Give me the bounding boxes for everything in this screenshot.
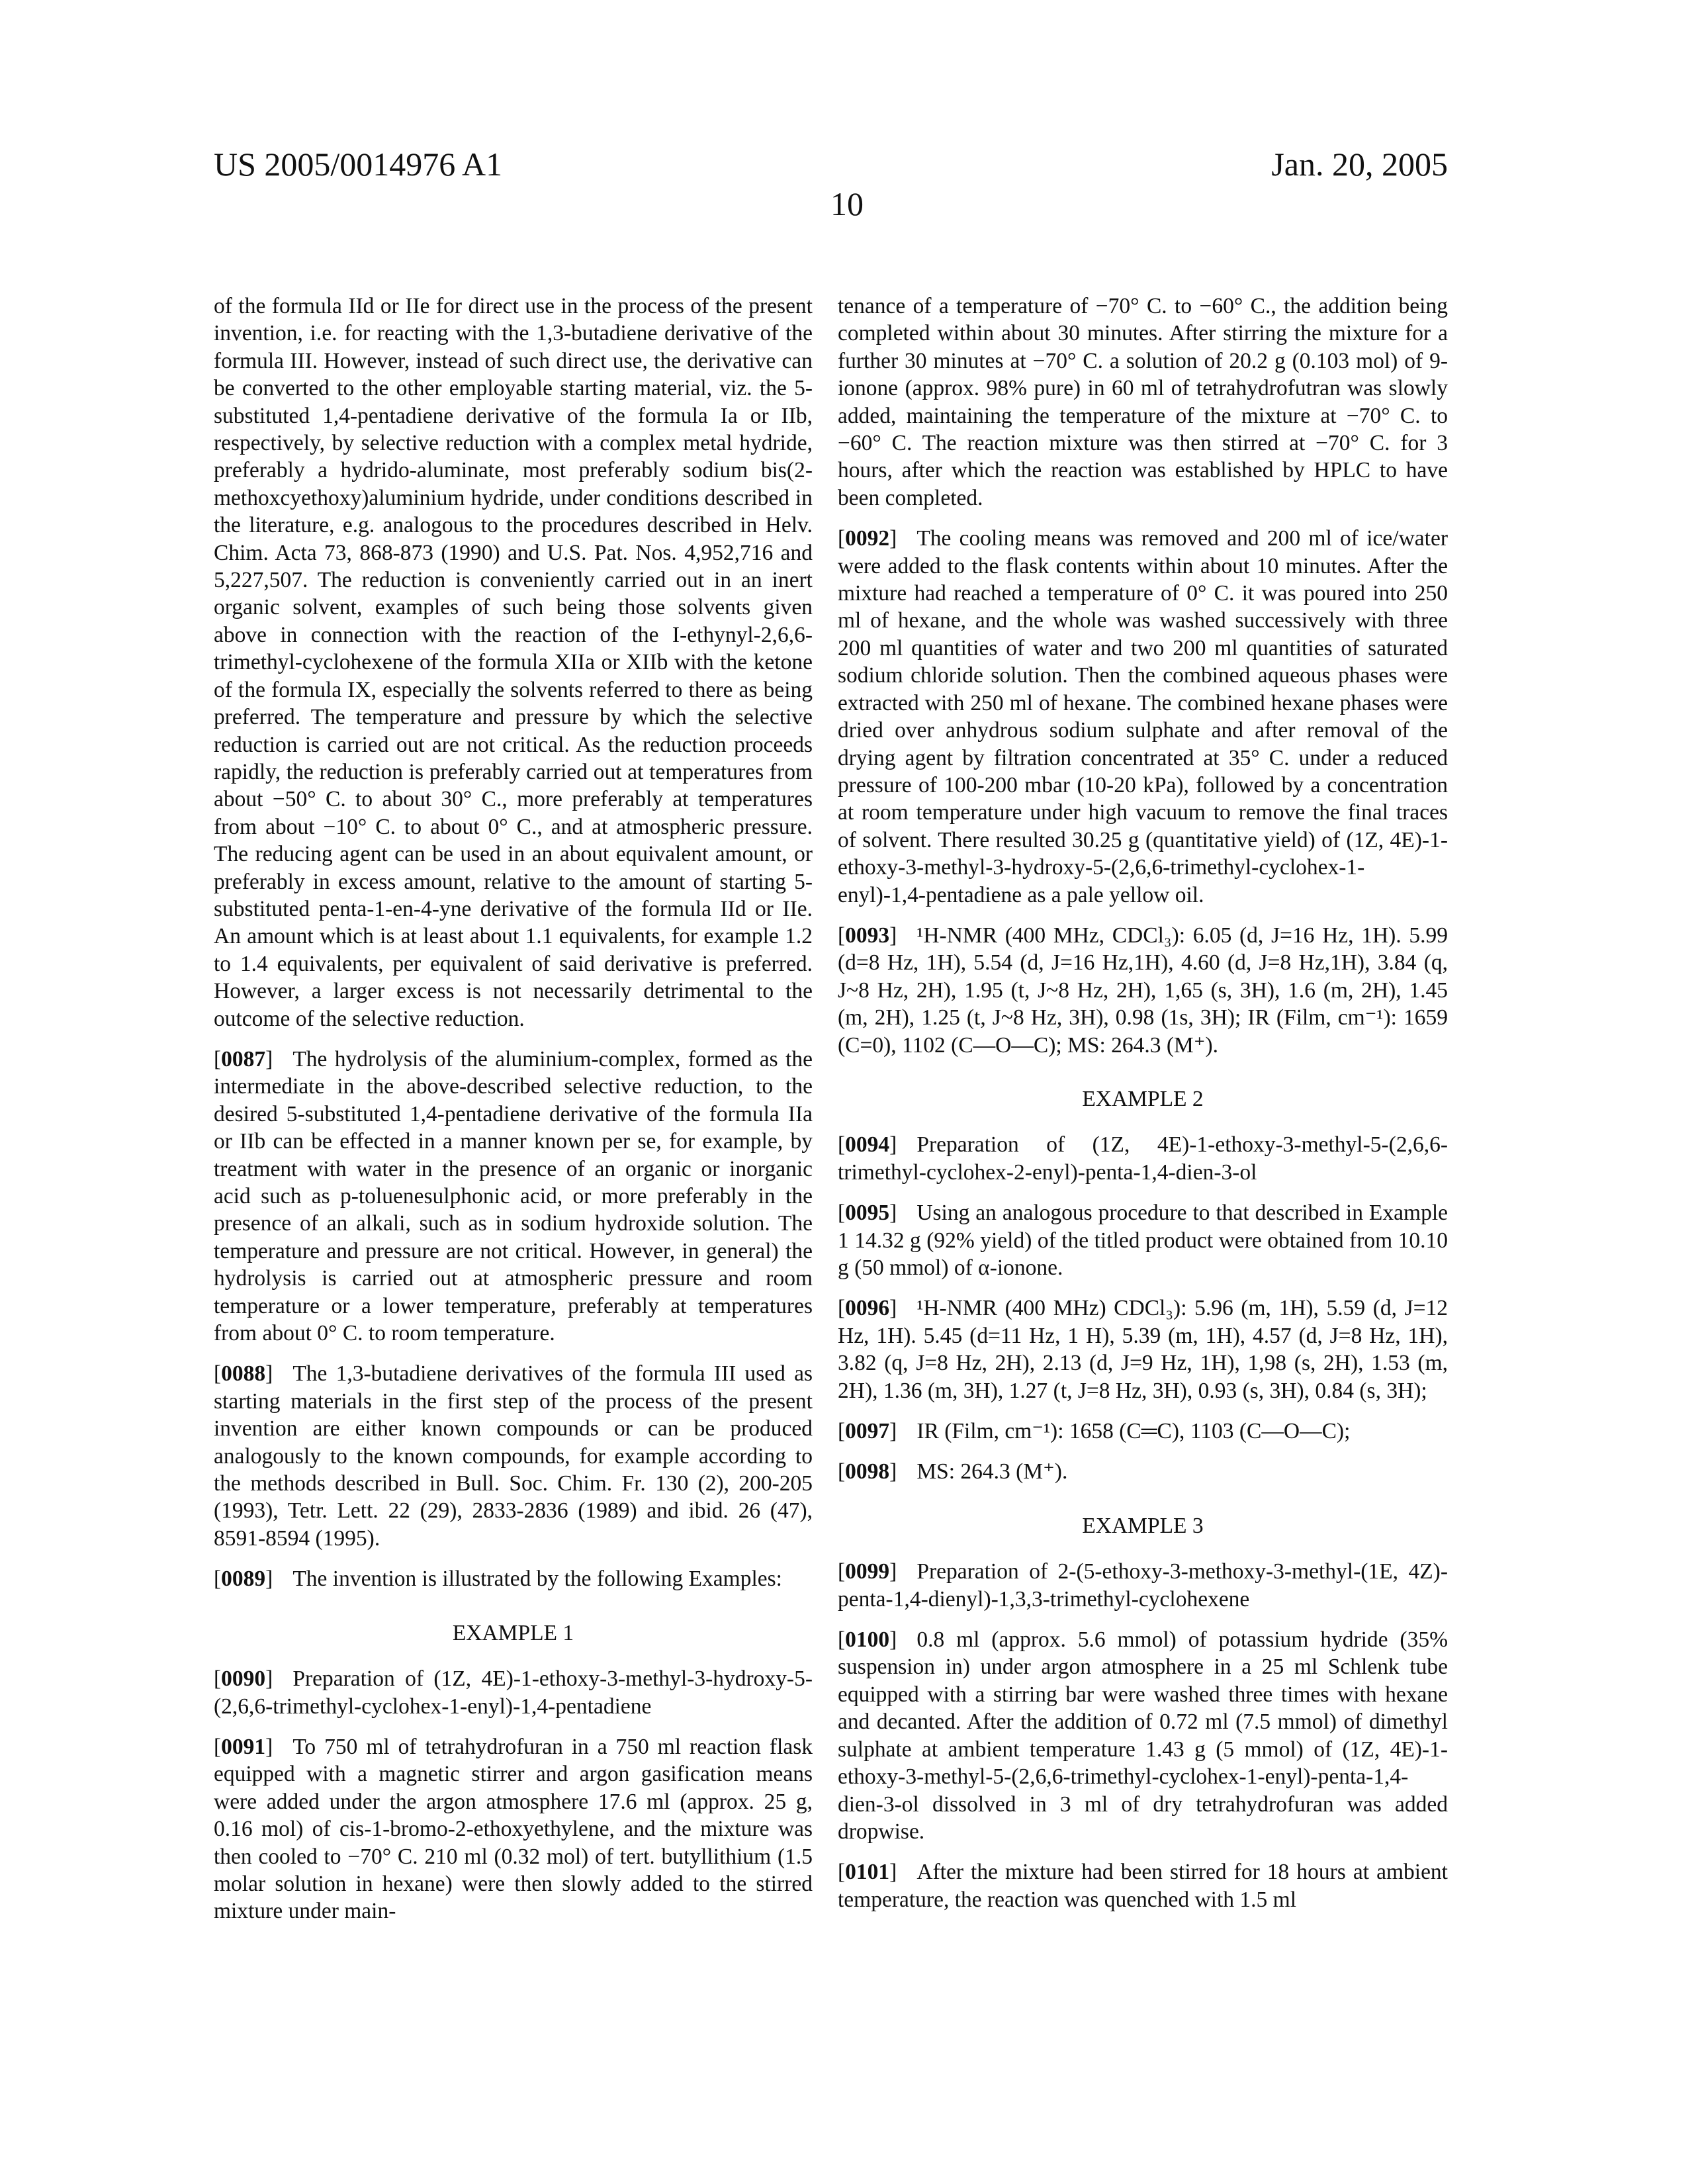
paragraph-text: Preparation of (1Z, 4E)-1-ethoxy-3-methyl-3-hydroxy-5-(2,6,6-trimethyl-cyclohex-1-enyl)-1,4-pentadiene: [214, 1666, 813, 1718]
paragraph-0087: [214, 1046, 813, 1347]
paragraph-number: [0100]: [838, 1627, 897, 1652]
paragraph-0096: [838, 1295, 1448, 1404]
paragraph-0098: [838, 1458, 1448, 1485]
paragraph-text: ¹H-NMR (400 MHz, CDCl₃): 6.05 (d, J=16 Hz, 1H). 5.99 (d=8 Hz, 1H), 5.54 (d, J=16 Hz,1H), 4.60 (d, J=8 Hz,1H), 3.84 (q, J~8 Hz, 2H), 1.95 (t, J~8 Hz, 2H), 1,65 (s, 3H), 1.6 (m, 2H), 1.45 (m, 2H), 1.25 (t, J~8 Hz, 3H), 0.98 (1s, 3H); IR (Film, cm⁻¹): 1659 (C=0), 1102 (C—O—C); MS: 264.3 (M⁺).: [838, 923, 1448, 1058]
paragraph-number: [0096]: [838, 1296, 897, 1320]
paragraph-0097: [838, 1418, 1448, 1445]
example-2-heading: EXAMPLE 2: [838, 1085, 1448, 1113]
page-number: 10: [0, 184, 1694, 224]
paragraph-number: [0095]: [838, 1201, 897, 1225]
paragraph-number: [0094]: [838, 1132, 897, 1157]
paragraph-number: [0101]: [838, 1860, 897, 1884]
paragraph-number: [0087]: [214, 1047, 273, 1071]
paragraph-number: [0099]: [838, 1559, 897, 1584]
paragraph-text: The 1,3-butadiene derivatives of the formula III used as starting materials in the first step of the process of the present invention are either known compounds or can be produced analogously to the known compounds, for example according to the methods described in Bull. Soc. Chim. Fr. 130 (2), 200-205 (1993), Tetr. Lett. 22 (29), 2833-2836 (1989) and ibid. 26 (47), 8591-8594 (1995).: [214, 1361, 813, 1550]
paragraph-0091: [214, 1733, 813, 1925]
example-3-heading: EXAMPLE 3: [838, 1512, 1448, 1539]
paragraph-text: To 750 ml of tetrahydrofuran in a 750 ml reaction flask equipped with a magnetic stirrer and argon gasification means were added under the argon atmosphere 17.6 ml (approx. 25 g, 0.16 mol) of cis-1-bromo-2-ethoxyethylene, and the mixture was then cooled to −70° C. 210 ml (0.32 mol) of tert. butyllithium (1.5 molar solution in hexane) were then slowly added to the stirred mixture under main-: [214, 1735, 813, 1923]
paragraph-text: The cooling means was removed and 200 ml of ice/water were added to the flask contents within about 10 minutes. After the mixture had reached a temperature of 0° C. it was poured into 250 ml of hexane, and the whole was washed successively with three 200 ml quantities of water and two 200 ml quantities of saturated sodium chloride solution. Then the combined aqueous phases were extracted with 250 ml of hexane. The combined hexane phases were dried over anhydrous sodium sulphate and after removal of the drying agent by filtration concentrated at 35° C. under a reduced pressure of 100-200 mbar (10-20 kPa), followed by a concentration at room temperature under high vacuum to remove the final traces of solvent. There resulted 30.25 g (quantitative yield) of (1Z, 4E)-1-ethoxy-3-methyl-3-hydroxy-5-(2,6,6-trimethyl-cyclohex-1-enyl)-1,4-pentadiene as a pale yellow oil.: [838, 526, 1448, 907]
paragraph-continuation: tenance of a temperature of −70° C. to −60° C., the addition being completed within about 30 minutes. After stirring the mixture for a further 30 minutes at −70° C. a solution of 20.2 g (0.103 mol) of 9-ionone (approx. 98% pure) in 60 ml of tetrahydrofutran was slowly added, maintaining the temperature of the mixture at −70° C. to −60° C. The reaction mixture was then stirred at −70° C. for 3 hours, after which the reaction was established by HPLC to have been completed.: [838, 293, 1448, 512]
left-column: [214, 293, 813, 1938]
paragraph-text: The invention is illustrated by the following Examples:: [292, 1567, 782, 1591]
paragraph-text: 0.8 ml (approx. 5.6 mmol) of potassium hydride (35% suspension in) under argon atmosphere in a 25 ml Schlenk tube equipped with a stirring bar were washed three times with hexane and decanted. After the addition of 0.72 ml (7.5 mmol) of dimethyl sulphate at ambient temperature 1.43 g (5 mmol) of (1Z, 4E)-1-ethoxy-3-methyl-5-(2,6,6-trimethyl-cyclohex-1-enyl)-penta-1,4-dien-3-ol dissolved in 3 ml of dry tetrahydrofuran was added dropwise.: [838, 1627, 1448, 1844]
paragraph-0099: [838, 1558, 1448, 1613]
publication-number: US 2005/0014976 A1: [214, 144, 502, 184]
paragraph-text: Preparation of 2-(5-ethoxy-3-methoxy-3-methyl-(1E, 4Z)-penta-1,4-dienyl)-1,3,3-trimethyl-cyclohexene: [838, 1559, 1448, 1611]
paragraph-number: [0091]: [214, 1735, 273, 1759]
paragraph-text: After the mixture had been stirred for 18 hours at ambient temperature, the reaction was quenched with 1.5 ml: [838, 1860, 1448, 1911]
paragraph-continuation: of the formula IId or IIe for direct use in the process of the present invention, i.e. for reacting with the 1,3-butadiene derivative of the formula III. However, instead of such direct use, the derivative can be converted to the other employable starting material, viz. the 5-substituted 1,4-pentadiene derivative of the formula Ia or IIb, respectively, by selective reduction with a complex metal hydride, preferably a hydrido-aluminate, most preferably sodium bis(2-methoxcyethoxy)aluminium hydride, under conditions described in the literature, e.g. analogous to the procedures described in Helv. Chim. Acta 73, 868-873 (1990) and U.S. Pat. Nos. 4,952,716 and 5,227,507. The reduction is conveniently carried out in an inert organic solvent, examples of such being those solvents given above in connection with the reaction of the I-ethynyl-2,6,6-trimethyl-cyclohexene of the formula XIIa or XIIb with the ketone of the formula IX, especially the solvents referred to there as being preferred. The temperature and pressure by which the selective reduction is carried out are not critical. As the reduction proceeds rapidly, the reduction is preferably carried out at temperatures from about −50° C. to about 30° C., more preferably at temperatures from about −10° C. to about 0° C., and at atmospheric pressure. The reducing agent can be used in an about equivalent amount, or preferably in excess amount, relative to the amount of starting 5-substituted penta-1-en-4-yne derivative of the formula IId or IIe. An amount which is at least about 1.1 equivalents, for example 1.2 to 1.4 equivalents, per equivalent of said derivative is preferred. However, a larger excess is not necessarily detrimental to the outcome of the selective reduction.: [214, 293, 813, 1032]
publication-date: Jan. 20, 2005: [1271, 144, 1448, 184]
paragraph-text: IR (Film, cm⁻¹): 1658 (C═C), 1103 (C—O—C);: [916, 1419, 1350, 1443]
paragraph-0092: [838, 525, 1448, 909]
paragraph-text: Preparation of (1Z, 4E)-1-ethoxy-3-methyl-5-(2,6,6-trimethyl-cyclohex-2-enyl)-penta-1,4-dien-3-ol: [838, 1132, 1448, 1184]
paragraph-0088: [214, 1360, 813, 1552]
paragraph-text: MS: 264.3 (M⁺).: [916, 1459, 1067, 1484]
paragraph-text: ¹H-NMR (400 MHz) CDCl₃): 5.96 (m, 1H), 5.59 (d, J=12 Hz, 1H). 5.45 (d=11 Hz, 1 H), 5.39 (m, 1H), 4.57 (d, J=8 Hz, 1H), 3.82 (q, J=8 Hz, 2H), 2.13 (d, J=9 Hz, 1H), 1,98 (s, 2H), 1.53 (m, 2H), 1.36 (m, 3H), 1.27 (t, J=8 Hz, 3H), 0.93 (s, 3H), 0.84 (s, 3H);: [838, 1296, 1448, 1402]
paragraph-0093: [838, 922, 1448, 1059]
paragraph-0094: [838, 1131, 1448, 1186]
paragraph-number: [0098]: [838, 1459, 897, 1484]
example-1-heading: EXAMPLE 1: [214, 1619, 813, 1647]
paragraph-number: [0088]: [214, 1361, 273, 1386]
paragraph-0095: [838, 1199, 1448, 1281]
paragraph-0090: [214, 1665, 813, 1720]
paragraph-number: [0089]: [214, 1567, 273, 1591]
paragraph-text: The hydrolysis of the aluminium-complex, formed as the intermediate in the above-described selective reduction, to the desired 5-substituted 1,4-pentadiene derivative of the formula IIa or IIb can be effected in a manner known per se, for example, by treatment with water in the presence of an organic or inorganic acid such as p-toluenesulphonic acid, or more preferably in the presence of an alkali, such as in sodium hydroxide solution. The temperature and pressure are not critical. However, in general) the hydrolysis is carried out at atmospheric pressure and room temperature or a lower temperature, preferably at temperatures from about 0° C. to room temperature.: [214, 1047, 813, 1345]
right-column: [838, 293, 1448, 1927]
paragraph-0101: [838, 1858, 1448, 1913]
paragraph-number: [0097]: [838, 1419, 897, 1443]
paragraph-number: [0090]: [214, 1666, 273, 1691]
paragraph-number: [0093]: [838, 923, 897, 948]
paragraph-text: Using an analogous procedure to that described in Example 1 14.32 g (92% yield) of the titled product were obtained from 10.10 g (50 mmol) of α-ionone.: [838, 1201, 1448, 1280]
paragraph-0089: [214, 1565, 813, 1592]
paragraph-number: [0092]: [838, 526, 897, 551]
paragraph-0100: [838, 1626, 1448, 1845]
